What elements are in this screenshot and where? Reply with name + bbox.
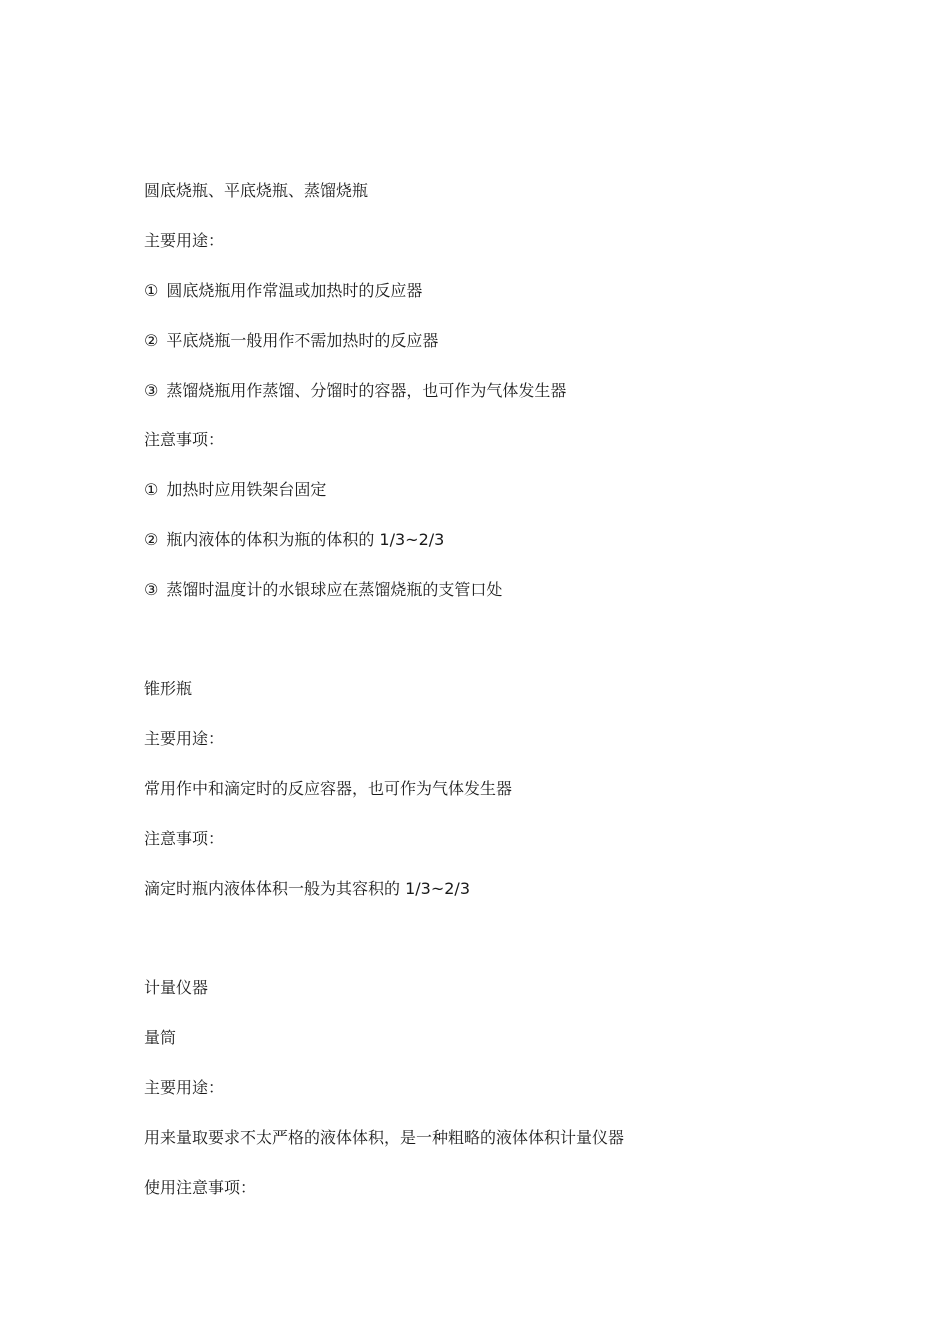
item-text: 加热时应用铁架台固定 <box>166 480 327 499</box>
notes-item <box>144 480 326 500</box>
section-title-flasks: 圆底烧瓶、平底烧瓶、蒸馏烧瓶 <box>144 181 369 200</box>
item-text: 圆底烧瓶用作常温或加热时的反应器 <box>166 281 423 300</box>
notes-heading: 注意事项： <box>144 430 225 449</box>
item-marker: ③ <box>144 580 159 599</box>
item-marker: ① <box>144 281 159 300</box>
uses-text: 常用作中和滴定时的反应容器，也可作为气体发生器 <box>144 779 513 798</box>
item-marker: ② <box>144 331 159 350</box>
item-marker: ③ <box>144 381 159 400</box>
item-marker: ② <box>144 530 159 549</box>
uses-item <box>144 381 566 401</box>
uses-heading: 主要用途： <box>144 729 225 748</box>
item-text: 蒸馏时温度计的水银球应在蒸馏烧瓶的支管口处 <box>166 580 503 599</box>
uses-heading: 主要用途： <box>144 1078 225 1097</box>
item-text: 瓶内液体的体积为瓶的体积的 1/3~2/3 <box>166 530 445 549</box>
notes-item <box>144 530 444 550</box>
item-text: 平底烧瓶一般用作不需加热时的反应器 <box>166 331 439 350</box>
uses-item <box>144 281 422 301</box>
notes-text: 滴定时瓶内液体体积一般为其容积的 1/3~2/3 <box>144 879 470 898</box>
category-title: 计量仪器 <box>144 978 209 997</box>
section-title-conical-flask: 锥形瓶 <box>144 679 193 698</box>
uses-text: 用来量取要求不太严格的液体体积，是一种粗略的液体体积计量仪器 <box>144 1128 625 1147</box>
uses-heading: 主要用途： <box>144 231 225 250</box>
item-marker: ① <box>144 480 159 499</box>
notes-item <box>144 580 502 600</box>
item-text: 蒸馏烧瓶用作蒸馏、分馏时的容器，也可作为气体发生器 <box>166 381 567 400</box>
notes-heading: 注意事项： <box>144 829 225 848</box>
section-title-graduated-cylinder: 量筒 <box>144 1028 177 1047</box>
notes-heading: 使用注意事项： <box>144 1178 257 1197</box>
uses-item <box>144 331 438 351</box>
